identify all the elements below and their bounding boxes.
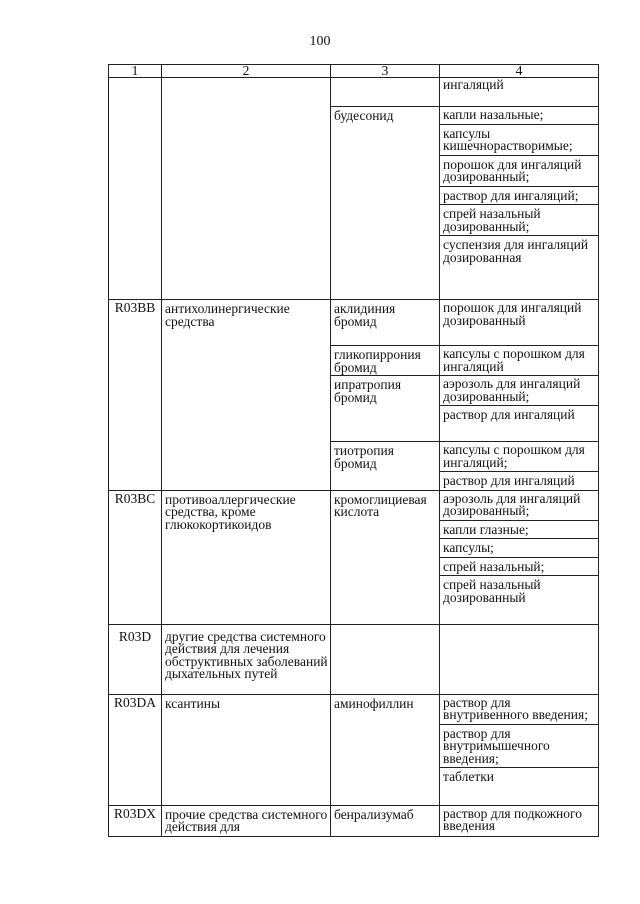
- dosage-form: капли назальные;: [440, 107, 598, 125]
- forms-cell: [440, 346, 599, 376]
- substance-cell: ипратропия бромид: [331, 376, 440, 442]
- drug-classification-table: [108, 64, 599, 837]
- forms-cell: [440, 300, 599, 346]
- substance-cell: гликопиррония бромид: [331, 346, 440, 376]
- dosage-form: раствор для ингаляций;: [440, 187, 598, 206]
- table-row: [109, 694, 599, 805]
- substance-cell: кромоглициевая кислота: [331, 490, 440, 624]
- table-row: [109, 624, 599, 694]
- dosage-form: капсулы кишечнорастворимые;: [440, 125, 598, 156]
- table-header-row: [109, 65, 599, 78]
- dosage-form: спрей назальный;: [440, 558, 598, 577]
- column-header-3: 3: [331, 65, 440, 78]
- column-header-2: 2: [162, 65, 331, 78]
- dosage-form: капсулы с порошком для ингаляций: [443, 346, 585, 374]
- forms-cell: [440, 805, 599, 836]
- group-cell: [162, 78, 331, 300]
- atc-code: R03DA: [109, 694, 162, 805]
- column-header-1: 1: [109, 65, 162, 78]
- dosage-form: раствор для ингаляций: [443, 473, 575, 488]
- table-row: [109, 300, 599, 346]
- column-header-4: 4: [440, 65, 599, 78]
- forms-cell: [440, 490, 599, 624]
- dosage-form: раствор для внутривенного введения;: [440, 695, 598, 725]
- forms-cell: [440, 442, 599, 491]
- substance-cell: будесонид: [331, 107, 440, 300]
- group-name: ксантины: [162, 694, 331, 805]
- dosage-form: капли глазные;: [440, 521, 598, 540]
- forms-cell: [440, 694, 599, 805]
- group-name: противоаллергические средства, кроме глюкокортикоидов: [162, 490, 331, 624]
- dosage-form: порошок для ингаляций дозированный;: [440, 156, 598, 187]
- page-number: 100: [309, 34, 331, 49]
- substance-cell: аклидиния бромид: [331, 300, 440, 346]
- dosage-form: таблетки: [443, 769, 495, 784]
- forms-cell: [440, 78, 599, 107]
- atc-code: R03BC: [109, 490, 162, 624]
- dosage-form: спрей назальный дозированный: [443, 577, 541, 605]
- dosage-form: порошок для ингаляций дозированный: [443, 300, 582, 328]
- substance-cell: аминофиллин: [331, 694, 440, 805]
- substance-cell: [331, 78, 440, 107]
- table-row: [109, 805, 599, 836]
- dosage-form: раствор для внутримышечного введения;: [440, 725, 598, 769]
- substance-cell: [331, 624, 440, 694]
- dosage-form: аэрозоль для ингаляций дозированный;: [440, 491, 598, 521]
- dosage-form: раствор для ингаляций: [443, 407, 575, 422]
- substance-cell: бенрализумаб: [331, 805, 440, 836]
- atc-code: R03BB: [109, 300, 162, 491]
- dosage-form: спрей назальный дозированный;: [440, 205, 598, 236]
- group-name: прочие средства системного действия для: [162, 805, 331, 836]
- atc-code: R03DX: [109, 805, 162, 836]
- group-name: антихолинергические средства: [162, 300, 331, 491]
- code-cell: [109, 78, 162, 300]
- dosage-form: капсулы;: [440, 539, 598, 558]
- dosage-form: суспензия для ингаляций дозированная: [443, 237, 589, 265]
- forms-cell: [440, 624, 599, 694]
- forms-cell: [440, 376, 599, 442]
- group-name: другие средства системного действия для лечения обструктивных заболеваний дыхательных путей: [162, 624, 331, 694]
- atc-code: R03D: [109, 624, 162, 694]
- dosage-form: ингаляций: [443, 77, 504, 92]
- forms-cell: [440, 107, 599, 300]
- table-row: [109, 78, 599, 107]
- dosage-form: раствор для подкожного введения: [443, 805, 582, 833]
- dosage-form: аэрозоль для ингаляций дозированный;: [440, 376, 598, 406]
- dosage-form: капсулы с порошком для ингаляций;: [440, 442, 598, 472]
- table-row: [109, 490, 599, 624]
- substance-cell: тиотропия бромид: [331, 442, 440, 491]
